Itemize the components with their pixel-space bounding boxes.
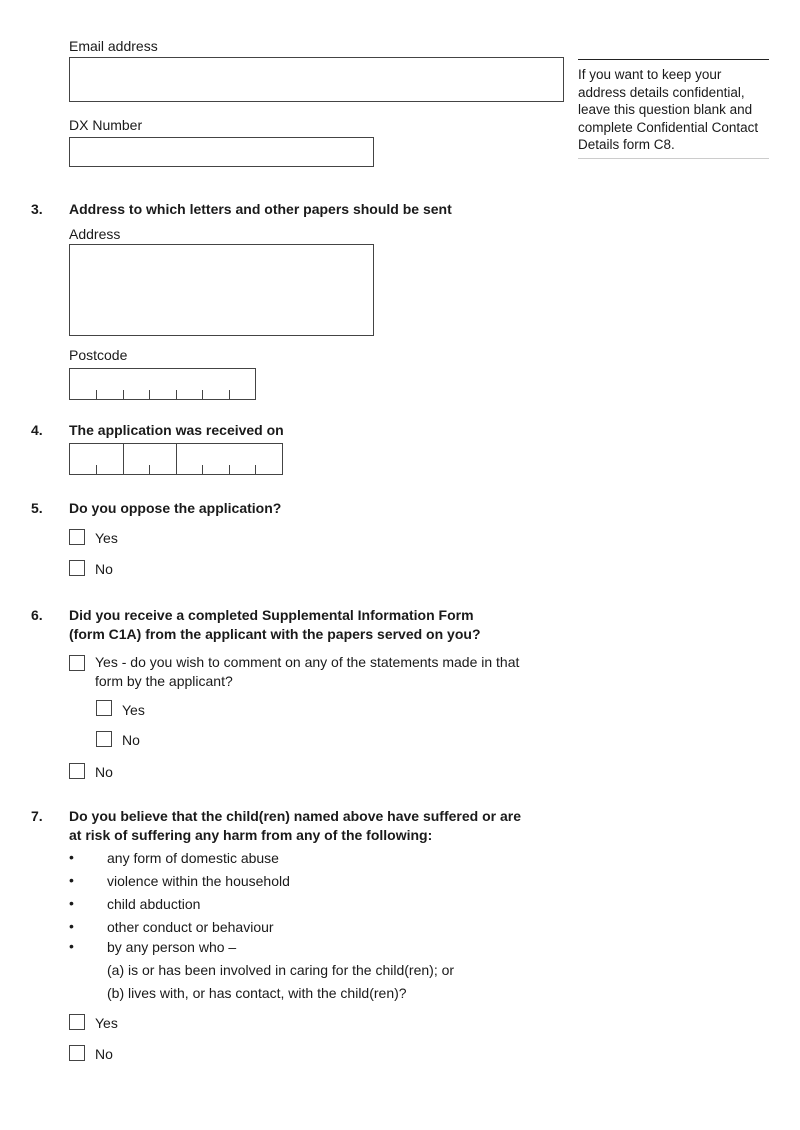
q5-no-checkbox[interactable] [69, 560, 85, 576]
date-divider [96, 465, 97, 474]
q7-bullet-item: by any person who – [107, 939, 237, 955]
bullet-dot: • [69, 918, 74, 934]
q7-sub-a: (a) is or has been involved in caring for the child(ren); or [107, 962, 455, 978]
q6-no-checkbox[interactable] [69, 763, 85, 779]
dx-number-input[interactable] [69, 137, 374, 167]
q3-number: 3. [31, 201, 43, 217]
bullet-dot: • [69, 849, 74, 865]
date-divider [255, 465, 256, 474]
email-label: Email address [69, 38, 158, 54]
q6-comment-no-label: No [122, 732, 140, 748]
q6-comment-yes-label: Yes [122, 702, 145, 718]
q4-title: The application was received on [69, 422, 284, 438]
q5-yes-label: Yes [95, 530, 118, 546]
bullet-dot: • [69, 938, 74, 954]
q7-bullet-item: violence within the household [107, 873, 290, 889]
q7-no-checkbox[interactable] [69, 1045, 85, 1061]
q4-number: 4. [31, 422, 43, 438]
q6-no-label: No [95, 764, 113, 780]
date-divider [229, 465, 230, 474]
email-input[interactable] [69, 57, 564, 102]
bullet-dot: • [69, 895, 74, 911]
date-divider [202, 465, 203, 474]
postcode-divider [96, 390, 97, 399]
q7-title-line2: at risk of suffering any harm from any of the following: [69, 827, 433, 843]
q5-yes-checkbox[interactable] [69, 529, 85, 545]
bullet-dot: • [69, 872, 74, 888]
q6-yes-label-line2: form by the applicant? [95, 673, 233, 689]
q5-number: 5. [31, 500, 43, 516]
date-received-input[interactable] [69, 443, 283, 475]
q7-sub-b: (b) lives with, or has contact, with the child(ren)? [107, 985, 407, 1001]
q6-yes-label-line1: Yes - do you wish to comment on any of the statements made in that [95, 654, 520, 670]
q7-bullet-item: child abduction [107, 896, 201, 912]
postcode-divider [176, 390, 177, 399]
q7-title-line1: Do you believe that the child(ren) named above have suffered or are [69, 808, 522, 824]
postcode-divider [149, 390, 150, 399]
date-divider [149, 465, 150, 474]
date-separator [176, 444, 177, 474]
q3-title: Address to which letters and other papers should be sent [69, 201, 452, 217]
q7-yes-checkbox[interactable] [69, 1014, 85, 1030]
date-separator [123, 444, 124, 474]
q6-title-line1: Did you receive a completed Supplemental Information Form [69, 607, 474, 623]
q5-no-label: No [95, 561, 113, 577]
confidential-note: If you want to keep your address details confidential, leave this question blank and complete Confidential Contact Details form C8. [578, 59, 769, 159]
q7-bullet-item: other conduct or behaviour [107, 919, 274, 935]
q7-bullet-item: any form of domestic abuse [107, 850, 279, 866]
q5-title: Do you oppose the application? [69, 500, 282, 516]
q7-number: 7. [31, 808, 43, 824]
q6-comment-yes-checkbox[interactable] [96, 700, 112, 716]
postcode-input[interactable] [69, 368, 256, 400]
q7-no-label: No [95, 1046, 113, 1062]
postcode-divider [123, 390, 124, 399]
address-input[interactable] [69, 244, 374, 336]
q6-comment-no-checkbox[interactable] [96, 731, 112, 747]
postcode-divider [202, 390, 203, 399]
postcode-divider [229, 390, 230, 399]
q6-title-line2: (form C1A) from the applicant with the papers served on you? [69, 626, 481, 642]
q6-yes-checkbox[interactable] [69, 655, 85, 671]
q6-number: 6. [31, 607, 43, 623]
dx-number-label: DX Number [69, 117, 143, 133]
address-label: Address [69, 226, 121, 242]
postcode-label: Postcode [69, 347, 128, 363]
q7-yes-label: Yes [95, 1015, 118, 1031]
